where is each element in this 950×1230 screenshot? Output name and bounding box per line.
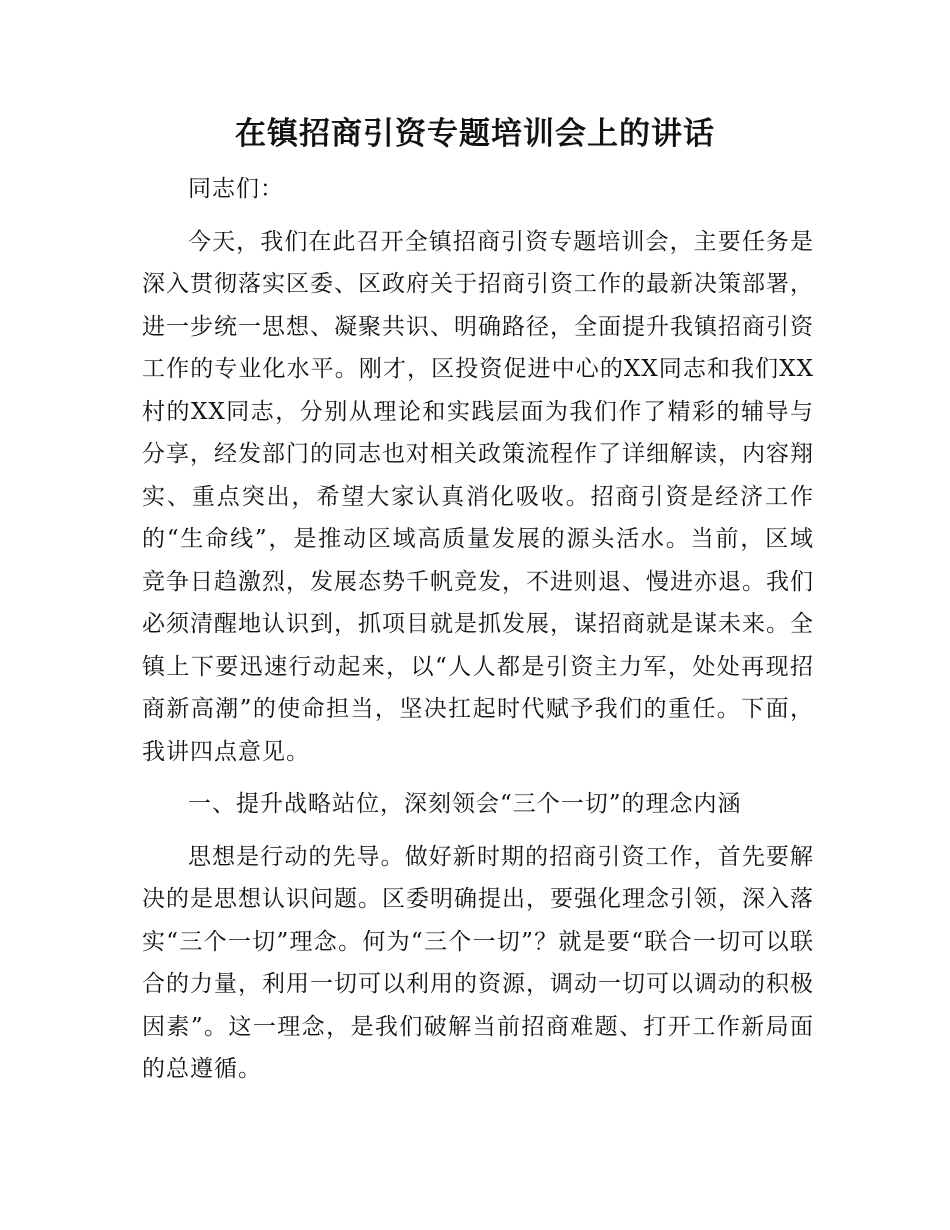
section-heading: 一、提升战略站位，深刻领会“三个一切”的理念内涵 — [188, 791, 742, 817]
document-title: 在镇招商引资专题培训会上的讲话 — [235, 116, 715, 152]
section-paragraph: 思想是行动的先导。做好新时期的招商引资工作，首先要解决的是思想认识问题。区委明确提出，要强化理念引领，深入落实“三个一切”理念。何为“三个一切”？就是要“联合一切可以联合的力量，利用一切可以利用的资源，调动一切可以调动的积极因素”。这一理念，是我们破解当前招商难题、打开工作新局面的总遵循。 — [142, 843, 814, 1082]
document-body — [142, 168, 814, 1101]
salutation: 同志们： — [188, 176, 284, 202]
intro-paragraph: 今天，我们在此召开全镇招商引资专题培训会，主要任务是深入贯彻落实区委、区政府关于招商引资工作的最新决策部署，进一步统一思想、凝聚共识、明确路径，全面提升我镇招商引资工作的专业化水平。刚才，区投资促进中心的XX同志和我们XX村的XX同志，分别从理论和实践层面为我们作了精彩的辅导与分享，经发部门的同志也对相关政策流程作了详细解读，内容翔实、重点突出，希望大家认真消化吸收。招商引资是经济工作的“生命线”，是推动区域高质量发展的源头活水。当前，区域竞争日趋激烈，发展态势千帆竞发，不进则退、慢进亦退。我们必须清醒地认识到，抓项目就是抓发展，谋招商就是谋未来。全镇上下要迅速行动起来，以“人人都是引资主力军，处处再现招商新高潮”的使命担当，坚决扛起时代赋予我们的重任。下面，我讲四点意见。 — [142, 228, 814, 765]
